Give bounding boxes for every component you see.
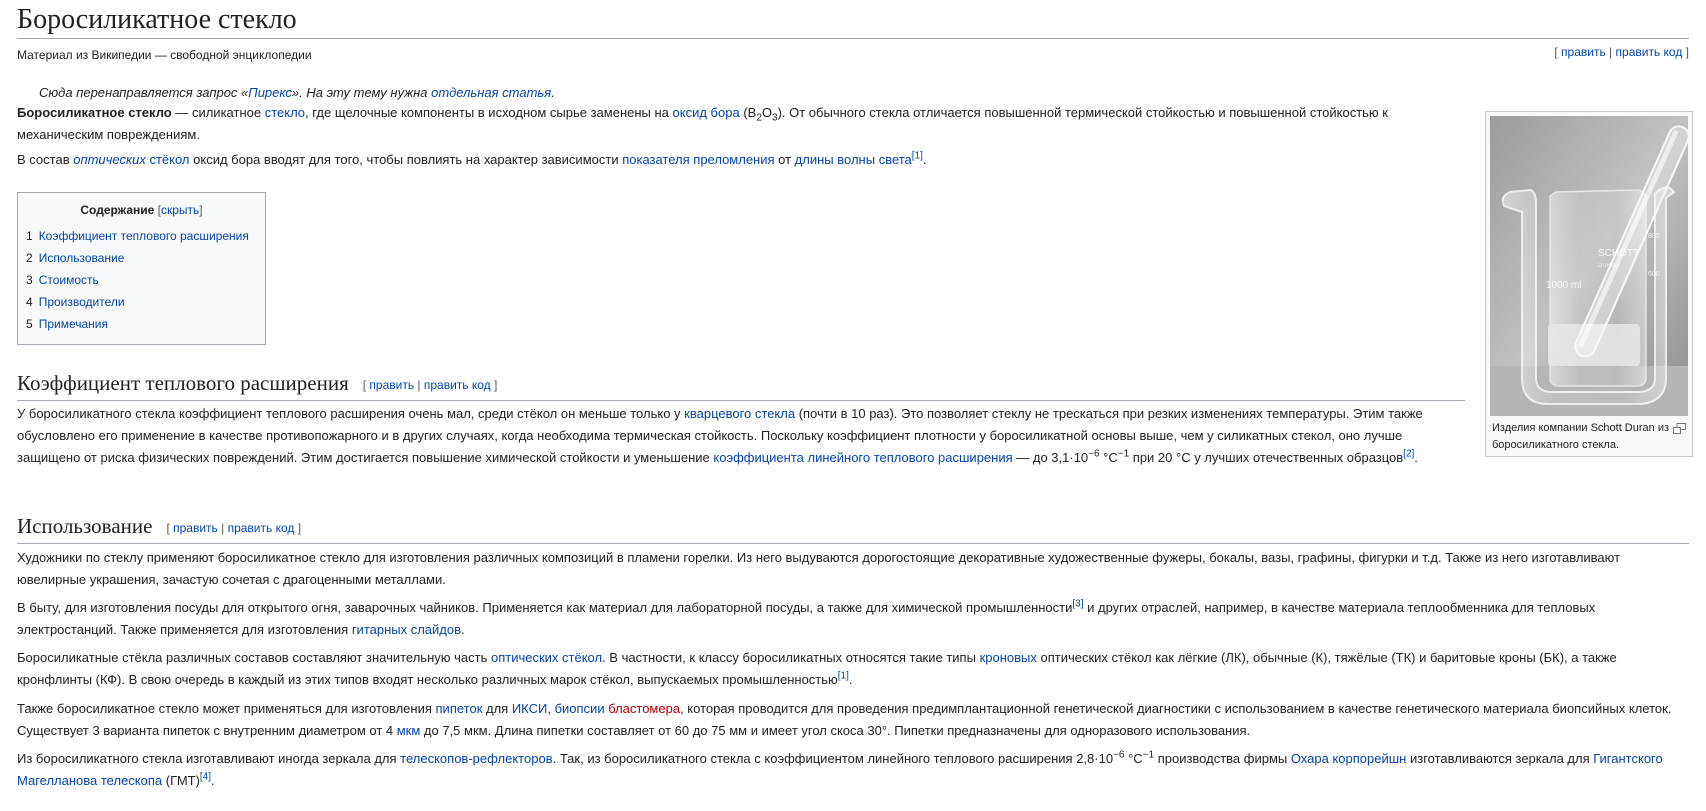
ref-4[interactable]: [4] bbox=[199, 771, 212, 783]
ref-2[interactable]: [2] bbox=[1403, 448, 1415, 460]
page-edit-links: [ править | править код ] bbox=[1554, 45, 1689, 59]
link-reflector-telescopes[interactable]: телескопов-рефлекторов bbox=[400, 751, 553, 766]
link-glasses[interactable]: стёкол bbox=[149, 152, 190, 167]
section-heading-usage: Использование [ править | править код ] bbox=[17, 511, 1689, 544]
ref-1[interactable]: [1] bbox=[911, 150, 923, 162]
link-optical[interactable]: оптических bbox=[73, 152, 146, 167]
beaker-mark-600: 600 bbox=[1648, 271, 1660, 278]
toc-item[interactable]: 3 Стоимость bbox=[26, 273, 99, 287]
hatnote-article-link[interactable]: отдельная статья bbox=[431, 85, 552, 100]
link-light[interactable]: света bbox=[878, 152, 912, 167]
thumbnail-figure bbox=[1485, 111, 1693, 457]
section1-edit-link[interactable]: править bbox=[369, 378, 415, 393]
hatnote: Сюда перенаправляется запрос «Пирекс». На эту тему нужна отдельная статья. bbox=[39, 85, 555, 100]
intro-paragraph-2: В состав оптических стёкол оксид бора вводят для того, чтобы повлиять на характер зависимости показателя преломления от длины волны света[1]. bbox=[17, 150, 927, 167]
link-optical-glass[interactable]: оптических стёкол bbox=[490, 650, 603, 665]
ref-3[interactable]: [3] bbox=[1072, 598, 1084, 610]
site-subtitle: Материал из Википедии — свободной энциклопедии bbox=[17, 48, 312, 62]
toc-toggle[interactable]: скрыть bbox=[160, 203, 200, 217]
link-pipettes[interactable]: пипеток bbox=[435, 701, 483, 716]
hatnote-term-link[interactable]: Пирекс bbox=[248, 85, 292, 100]
toc-item[interactable]: 2 Использование bbox=[26, 251, 125, 265]
edit-code-link[interactable]: править код bbox=[1615, 45, 1683, 59]
link-guitar-slides[interactable]: гитарных слайдов bbox=[351, 622, 462, 637]
link-quartz-glass[interactable]: кварцевого стекла bbox=[684, 406, 796, 421]
usage-paragraph-3: Боросиликатные стёкла различных составов составляют значительную часть оптических стёкол. В частности, к классу боросиликатных относятся такие типы кроновых оптических стёкол как лёгкие (ЛК), обычные (К), тяжёлые (ТК) и баритовые кроны (БК), а также кронфлинты (КФ). В свою очередь в каждый из этих типов входят несколько различных марок стёкол, выпускаемых промышленностью[1]. bbox=[17, 650, 1617, 687]
link-biopsy[interactable]: биопсии bbox=[554, 701, 605, 716]
usage-paragraph-4: Также боросиликатное стекло может применяться для изготовления пипеток для ИКСИ, биопсии бластомера, которая проводится для проведения предимплантационной генетической диагностики с использованием в качестве генетического материала биопсийных клеток. Существует 3 варианта пипеток с внутренним диаметром от 4 мкм до 7,5 мкм. Длина пипетки составляет от 60 до 75 мм и имеет угол скоса 30°. Пипетки предназначены для одноразового использования. bbox=[17, 701, 1672, 738]
beaker-volume: 1000 ml bbox=[1546, 280, 1582, 291]
usage-paragraph-5: Из боросиликатного стекла изготавливают иногда зеркала для телескопов-рефлекторов. Так, из боросиликатного стекла с коэффициентом линейного теплового расширения $2,8\cdot 10^{-6}$ $^\circ C^{-1}$ производства фирмы Охара корпорейшн изготавливаются зеркала для Гигантского Магелланова телескопа (ГМТ)[4]. bbox=[17, 749, 1663, 788]
usage-paragraph-2: В быту, для изготовления посуды для открытого огня, заварочных чайников. Применяется как материал для лабораторной посуды, а также для химической промышленности[3] и других отраслей, например, в качестве материала теплообменника для тепловых электростанций. Также применяется для изготовления гитарных слайдов. bbox=[17, 598, 1596, 637]
toc-item[interactable]: 5 Примечания bbox=[26, 317, 108, 331]
beaker-image[interactable] bbox=[1490, 116, 1688, 416]
toc-item[interactable]: 4 Производители bbox=[26, 295, 125, 309]
toc-title: Содержание bbox=[80, 203, 155, 217]
ref-1b[interactable]: [1] bbox=[837, 670, 849, 682]
section1-edit-code-link[interactable]: править код bbox=[423, 378, 491, 393]
beaker-mark-800: 800 bbox=[1648, 233, 1660, 240]
edit-link[interactable]: править bbox=[1561, 45, 1606, 59]
link-wavelength[interactable]: длины волны bbox=[794, 152, 876, 167]
link-micrometer[interactable]: мкм bbox=[396, 723, 421, 738]
page-title: Боросиликатное стекло bbox=[17, 2, 1689, 39]
link-boron-oxide[interactable]: оксид бора bbox=[672, 105, 740, 120]
section-heading-expansion: Коэффициент теплового расширения [ править | править код ] bbox=[17, 368, 1465, 401]
link-blastomere[interactable]: бластомера bbox=[608, 701, 681, 716]
link-gmt[interactable]: Гигантского Магелланова телескопа bbox=[17, 751, 1663, 788]
beaker-sub: DURAN bbox=[1598, 263, 1620, 269]
usage-paragraph-1: Художники по стеклу применяют боросиликатное стекло для изготовления различных композиций в пламени горелки. Из него выдуваются дорогостоящие декоративные художественные фужеры, бокалы, вазы, графины, фигурки и т.д. Также из него изготавливают ювелирные украшения, зачастую сочетая с драгоценными металлами. bbox=[17, 550, 1621, 587]
section2-edit-link[interactable]: править bbox=[173, 521, 218, 536]
toc-item[interactable]: 1 Коэффициент теплового расширения bbox=[26, 229, 249, 243]
link-crown[interactable]: кроновых bbox=[979, 650, 1037, 665]
intro-paragraph-1: Боросиликатное стекло — силикатное стекло, где щелочные компоненты в исходном сырье заменены на оксид бора $(B_2O_3)$. От обычного стекла отличается повышенной термической стойкостью и повышенной стойкостью к механическим повреждениям. bbox=[17, 105, 1388, 142]
section1-paragraph: У боросиликатного стекла коэффициент теплового расширения очень мал, среди стёкол он меньше только у кварцевого стекла (почти в 10 раз). Это позволяет стеклу не трескаться при резких изменениях температуры. Этим также обусловлено его применение в качестве противопожарного и в других случаях, когда необходима термическая стойкость. Поскольку коэффициент плотности у боросиликатной основы выше, чем у силикатных стекол, оно лучше защищено от риска физических повреждений. Этим достигается повышение химической стойкости и уменьшение коэффициента линейного теплового расширения — до $3,1\cdot 10^{-6}$ $^\circ C^{-1}$ при 20 °C у лучших отечественных образцов[2]. bbox=[17, 406, 1423, 465]
table-of-contents: Содержание [скрыть] 1 Коэффициент теплового расширения 2 Использование 3 Стоимость 4 Производители 5 Примечания bbox=[17, 192, 266, 345]
link-thermal-expansion-coef[interactable]: коэффициента линейного теплового расширения bbox=[713, 450, 1013, 465]
link-glass[interactable]: стекло bbox=[264, 105, 306, 120]
link-refractive-index[interactable]: показателя преломления bbox=[622, 152, 775, 167]
link-icsi[interactable]: ИКСИ bbox=[511, 701, 548, 716]
thumbnail-caption: Изделия компании Schott Duran из боросиликатного стекла. bbox=[1492, 422, 1670, 451]
beaker-brand: SCHOTT bbox=[1598, 248, 1640, 259]
link-ohara[interactable]: Охара корпорейшн bbox=[1290, 751, 1407, 766]
section2-edit-code-link[interactable]: править код bbox=[227, 521, 295, 536]
